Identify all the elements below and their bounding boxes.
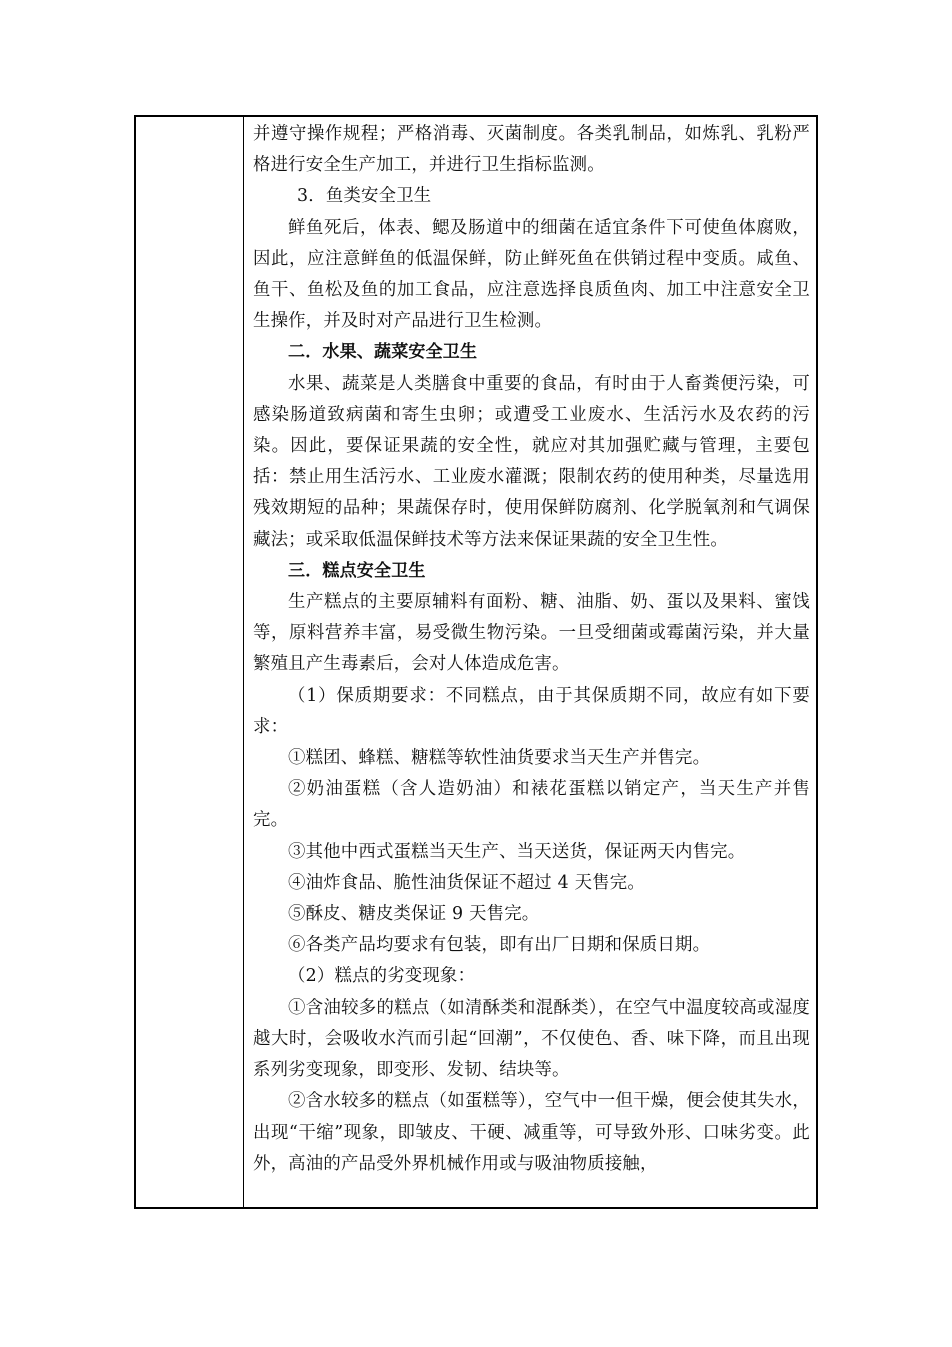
table-content-cell	[245, 117, 816, 1207]
list-item: ①含油较多的糕点（如清酥类和混酥类），在空气中温度较高或湿度越大时，会吸收水汽而引起“回潮”，不仅使色、香、味下降，而且出现系列劣变现象，即变形、发韧、结块等。	[253, 997, 810, 1081]
paragraph-shelf-life: （1）保质期要求：不同糕点，由于其保质期不同，故应有如下要求：	[253, 685, 810, 737]
paragraph-fruit-vegetable: 水果、蔬菜是人类膳食中重要的食品，有时由于人畜粪便污染，可感染肠道致病菌和寄生虫卵；或遭受工业废水、生活污水及农药的污染。因此，要保证果蔬的安全性，就应对其加强贮藏与管理，主要包括：禁止用生活污水、工业废水灌溉；限制农药的使用种类，尽量选用残效期短的品种；果蔬保存时，使用保鲜防腐剂、化学脱氧剂和气调保藏法；或采取低温保鲜技术等方法来保证果蔬的安全卫生性。	[253, 373, 810, 550]
document-table	[134, 115, 818, 1209]
list-item: ②奶油蛋糕（含人造奶油）和裱花蛋糕以销定产，当天生产并售完。	[253, 779, 810, 831]
paragraph-pastry-intro: 生产糕点的主要原辅料有面粉、糖、油脂、奶、蛋以及果料、蜜饯等，原料营养丰富，易受微生物污染。一旦受细菌或霉菌污染，并大量繁殖且产生毒素后，会对人体造成危害。	[253, 592, 810, 675]
table-left-column	[136, 117, 244, 1207]
list-item: ③其他中西式蛋糕当天生产、当天送货，保证两天内售完。	[288, 841, 746, 862]
paragraph-fish: 鲜鱼死后，体表、鳃及肠道中的细菌在适宜条件下可使鱼体腐败，因此，应注意鲜鱼的低温保鲜，防止鲜死鱼在供销过程中变质。咸鱼、鱼干、鱼松及鱼的加工食品，应注意选择良质鱼肉、加工中注意安全卫生操作，并及时对产品进行卫生检测。	[253, 217, 810, 332]
list-item: ①糕团、蜂糕、糖糕等软性油货要求当天生产并售完。	[288, 748, 711, 769]
paragraph-deterioration-title: （2）糕点的劣变现象：	[288, 966, 476, 987]
list-item: ②含水较多的糕点（如蛋糕等），空气中一但干燥，便会使其失水，出现“干缩”现象，即皱皮、干硬、减重等，可导致外形、口味劣变。此外，高油的产品受外界机械作用或与吸油物质接触，	[253, 1091, 810, 1174]
subheading-fish-safety: 3．鱼类安全卫生	[297, 186, 432, 207]
list-item: ⑤酥皮、糖皮类保证 9 天售完。	[288, 904, 540, 925]
paragraph-dairy-continuation: 并遵守操作规程；严格消毒、灭菌制度。各类乳制品，如炼乳、乳粉严格进行安全生产加工，并进行卫生指标监测。	[253, 124, 810, 176]
list-item: ⑥各类产品均要求有包装，即有出厂日期和保质日期。	[288, 935, 711, 956]
list-item: ④油炸食品、脆性油货保证不超过 4 天售完。	[288, 872, 645, 893]
heading-fruit-vegetable: 二．水果、蔬菜安全卫生	[288, 342, 478, 363]
heading-pastry: 三．糕点安全卫生	[288, 560, 426, 581]
